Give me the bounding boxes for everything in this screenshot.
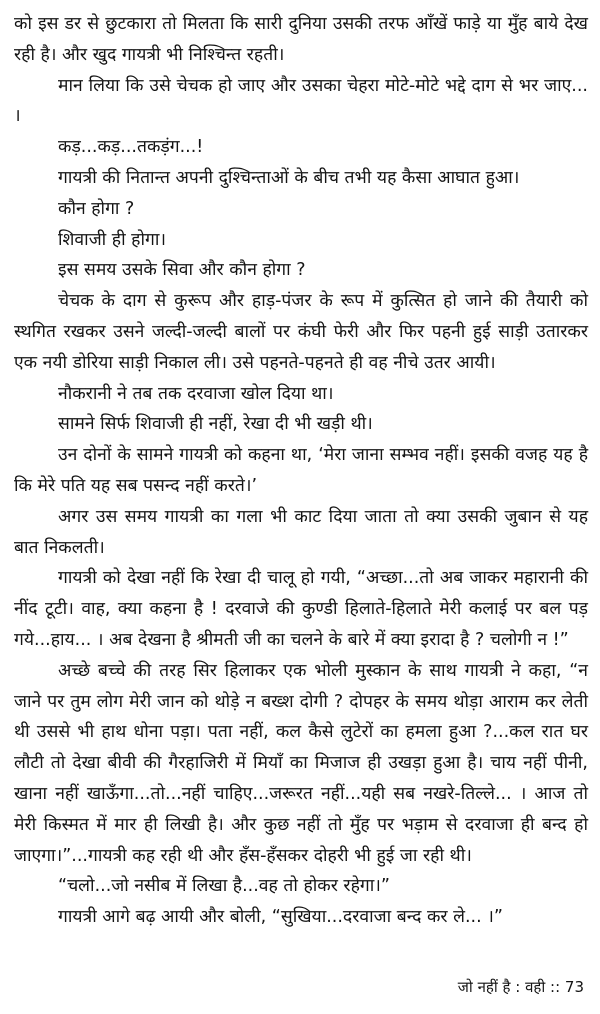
paragraph-1: को इस डर से छुटकारा तो मिलता कि सारी दुनिया उसकी तरफ आँखें फाड़े या मुँह बाये देख रही है। और खुद गायत्री भी निश्चिन्त रहती। [14,14,588,65]
paragraph-2: मान लिया कि उसे चेचक हो जाए और उसका चेहरा मोटे-मोटे भद्दे दाग से भर जाए... । [14,75,588,127]
paragraph-14: अच्छे बच्चे की तरह सिर हिलाकर एक भोली मुस्कान के साथ गायत्री ने कहा, “न जाने पर तुम लोग मेरी जान को थोड़े न बख्श दोगी ? दोपहर के समय थोड़ा आराम कर लेती थी उससे भी हाथ धोना पड़ा। पता नहीं, कल कैसे लुटेरों का हमला हुआ ?...कल रात घर लौटी तो देखा बीवी की गैरहाजिरी में मियाँ का मिजाज ही उखड़ा हुआ है। चाय नहीं पीनी, खाना नहीं खाऊँगा...तो...नहीं चाहिए...जरूरत नहीं...यही सब नखरे-तिल्ले... । आज तो मेरी किस्मत में मार ही लिखी है। और कुछ नहीं तो मुँह पर भड़ाम से दरवाजा ही बन्द हो जाएगा।”...गायत्री कह रही थी और हँस-हँसकर दोहरी भी हुई जा रही थी। [14,660,588,866]
paragraph-15: “चलो...जो नसीब में लिखा है...वह तो होकर रहेगा।” [58,876,390,897]
paragraph-12: अगर उस समय गायत्री का गला भी काट दिया जाता तो क्या उसकी जुबान से यह बात निकलती। [14,506,588,558]
paragraph-3: कड़...कड़...तकड़ंग...! [58,137,204,158]
running-title-and-page-number: जो नहीं है : वही :: 73 [457,978,584,996]
paragraph-9: नौकरानी ने तब तक दरवाजा खोल दिया था। [58,383,334,404]
paragraph-4: गायत्री की नितान्त अपनी दुश्चिन्ताओं के बीच तभी यह कैसा आघात हुआ। [58,167,520,188]
paragraph-11: उन दोनों के सामने गायत्री को कहना था, ‘मेरा जाना सम्भव नहीं। इसकी वजह यह है कि मेरे पति यह सब पसन्द नहीं करते।’ [14,445,588,496]
paragraph-8: चेचक के दाग से कुरूप और हाड़-पंजर के रूप में कुत्सित हो जाने की तैयारी को स्थगित रखकर उसने जल्दी-जल्दी बालों पर कंघी फेरी और फिर पहनी हुई साड़ी उतारकर एक नयी डोरिया साड़ी निकाल ली। उसे पहनते-पहनते ही वह नीचे उतर आयी। [14,291,588,373]
paragraph-13: गायत्री को देखा नहीं कि रेखा दी चालू हो गयी, “अच्छा...तो अब जाकर महारानी की नींद टूटी। वाह, क्या कहना है ! दरवाजे की कुण्डी हिलाते-हिलाते मेरी कलाई पर बल पड़ गये...हाय... । अब देखना है श्रीमती जी का चलने के बारे में क्या इरादा है ? चलोगी न !” [14,568,588,650]
paragraph-16: गायत्री आगे बढ़ आयी और बोली, “सुखिया...दरवाजा बन्द कर ले... ।” [58,907,503,928]
paragraph-5: कौन होगा ? [58,198,135,219]
paragraph-6: शिवाजी ही होगा। [58,229,167,250]
paragraph-7: इस समय उसके सिवा और कौन होगा ? [58,260,306,281]
page-footer [458,977,584,997]
paragraph-10: सामने सिर्फ शिवाजी ही नहीं, रेखा दी भी खड़ी थी। [58,414,373,435]
